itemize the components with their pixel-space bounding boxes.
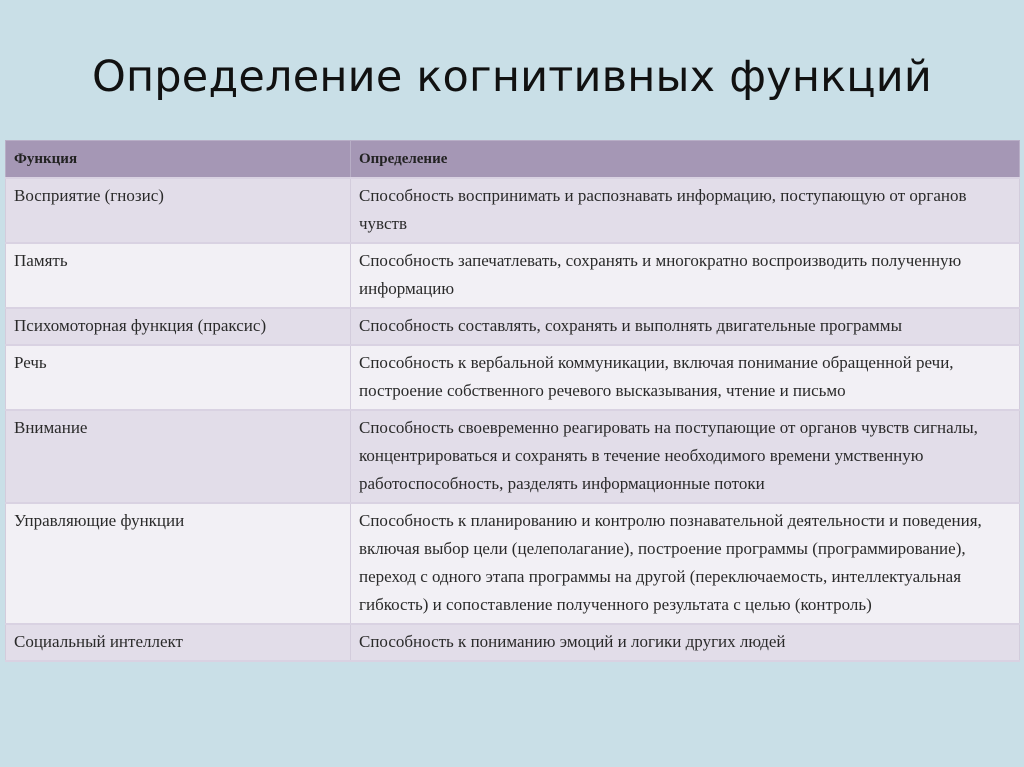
cell-function: Память (6, 243, 351, 308)
cell-definition: Способность к планированию и контролю познавательной деятельности и поведения, включая выбор цели (целеполагание), построение программы (программирование), переход с одного этапа программы на другой (переключаемость, интеллектуальная гибкость) и сопоставление полученного результата с целью (контроль) (351, 503, 1020, 624)
slide-title: Определение когнитивных функций (91, 52, 933, 102)
table-row (6, 308, 1020, 345)
table-row (6, 410, 1020, 503)
cell-definition: Способность к вербальной коммуникации, включая понимание обращенной речи, построение собственного речевого высказывания, чтение и письмо (351, 345, 1020, 410)
table-row (6, 243, 1020, 308)
cell-function: Управляющие функции (6, 503, 351, 624)
header-function: Функция (6, 141, 351, 179)
header-definition: Определение (351, 141, 1020, 179)
table-row (6, 345, 1020, 410)
cell-definition: Способность к пониманию эмоций и логики других людей (351, 624, 1020, 661)
cell-definition: Способность запечатлевать, сохранять и многократно воспроизводить полученную информацию (351, 243, 1020, 308)
cell-function: Речь (6, 345, 351, 410)
cell-function: Психомоторная функция (праксис) (6, 308, 351, 345)
cell-definition: Способность составлять, сохранять и выполнять двигательные программы (351, 308, 1020, 345)
table-header-row (6, 141, 1020, 179)
cell-function: Восприятие (гнозис) (6, 178, 351, 243)
table-row (6, 178, 1020, 243)
cell-definition: Способность воспринимать и распознавать информацию, поступающую от органов чувств (351, 178, 1020, 243)
table-row (6, 503, 1020, 624)
table-row (6, 624, 1020, 661)
cognitive-functions-table (5, 140, 1020, 662)
cognitive-functions-table-container (5, 140, 1019, 662)
cell-function: Внимание (6, 410, 351, 503)
cell-definition: Способность своевременно реагировать на поступающие от органов чувств сигналы, концентрироваться и сохранять в течение необходимого времени умственную работоспособность, разделять информационные потоки (351, 410, 1020, 503)
cell-function: Социальный интеллект (6, 624, 351, 661)
